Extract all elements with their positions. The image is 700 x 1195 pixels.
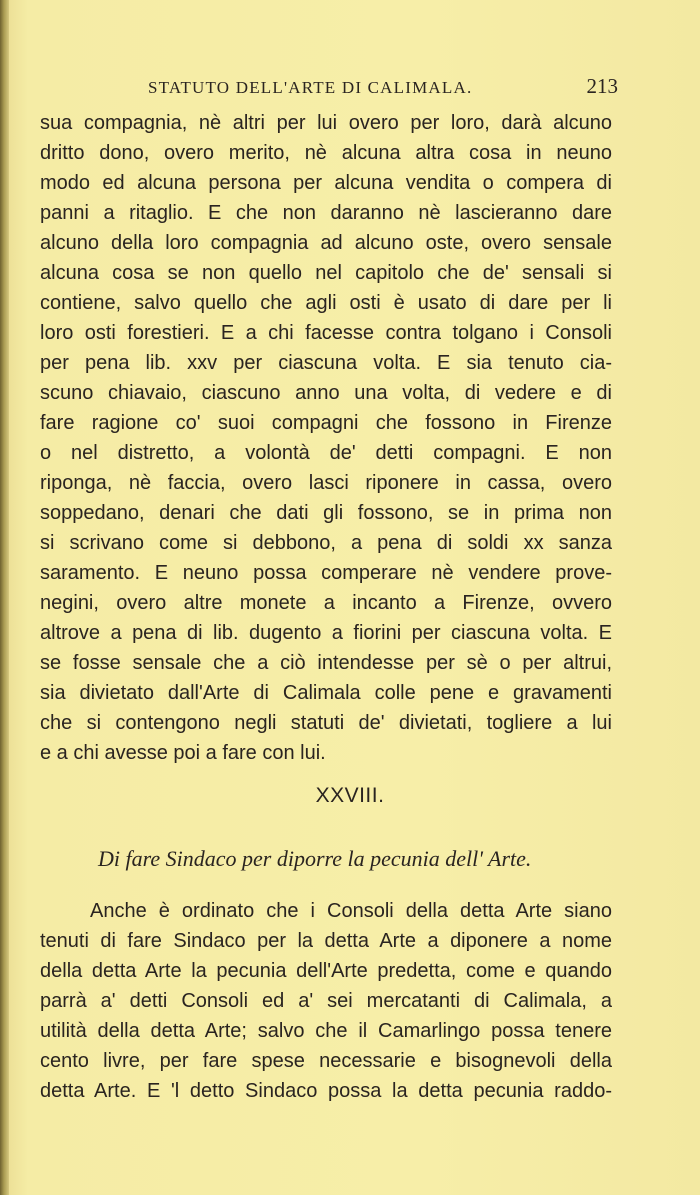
text-line: se fosse sensale che a ciò intendesse per sè o per altrui, [40,652,612,674]
text-line: altrove a pena di lib. dugento a fiorini per ciascuna volta. E [40,622,612,644]
text-line: dritto dono, overo merito, nè alcuna altra cosa in neuno [40,142,612,164]
text-line: e a chi avesse poi a fare con lui. [40,742,326,764]
paragraph-section-xxviii [40,896,612,1106]
page-number: 213 [586,74,618,98]
text-line: per pena lib. xxv per ciascuna volta. E sia tenuto cia- [40,352,612,374]
page-header [148,74,618,102]
section-number: XXVIII. [315,784,385,807]
text-line: modo ed alcuna persona per alcuna vendita o compera di [40,172,612,194]
text-line: che si contengono negli statuti de' divietati, togliere a lui [40,712,612,734]
running-head: STATUTO DELL'ARTE DI CALIMALA. [148,78,473,97]
text-line: Anche è ordinato che i Consoli della detta Arte siano [90,900,612,922]
text-line: contiene, salvo quello che agli osti è usato di dare per li [40,292,612,314]
text-line: sia divietato dall'Arte di Calimala colle pene e gravamenti [40,682,612,704]
text-line: si scrivano come si debbono, a pena di soldi xx sanza [40,532,612,554]
text-line: riponga, nè faccia, overo lasci riponere in cassa, overo [40,472,612,494]
text-line: alcuno della loro compagnia ad alcuno oste, overo sensale [40,232,612,254]
text-line: tenuti di fare Sindaco per la detta Arte a diponere a nome [40,930,612,952]
text-line: loro osti forestieri. E a chi facesse contra tolgano i Consoli [40,322,612,344]
section-title: Di fare Sindaco per diporre la pecunia dell' Arte. [98,846,532,871]
text-line: fare ragione co' suoi compagni che fossono in Firenze [40,412,612,434]
text-line: cento livre, per fare spese necessarie e bisognevoli della [40,1050,612,1072]
text-line: della detta Arte la pecunia dell'Arte predetta, come e quando [40,960,612,982]
text-line: alcuna cosa se non quello nel capitolo che de' sensali si [40,262,612,284]
text-line: soppedano, denari che dati gli fossono, se in prima non [40,502,612,524]
text-line: detta Arte. E 'l detto Sindaco possa la detta pecunia raddo- [40,1080,612,1102]
text-line: saramento. E neuno possa comperare nè vendere prove- [40,562,612,584]
page-binding-edge [0,0,9,1195]
text-line: scuno chiavaio, ciascuno anno una volta, di vedere e di [40,382,612,404]
text-line: utilità della detta Arte; salvo che il Camarlingo possa tenere [40,1020,612,1042]
text-line: negini, overo altre monete a incanto a Firenze, ovvero [40,592,612,614]
text-line: parrà a' detti Consoli ed a' sei mercatanti di Calimala, a [40,990,612,1012]
text-line: o nel distretto, a volontà de' detti compagni. E non [40,442,612,464]
text-line: sua compagnia, nè altri per lui overo per loro, darà alcuno [40,112,612,134]
text-line: panni a ritaglio. E che non daranno nè lascieranno dare [40,202,612,224]
paragraph-continued [40,108,612,768]
